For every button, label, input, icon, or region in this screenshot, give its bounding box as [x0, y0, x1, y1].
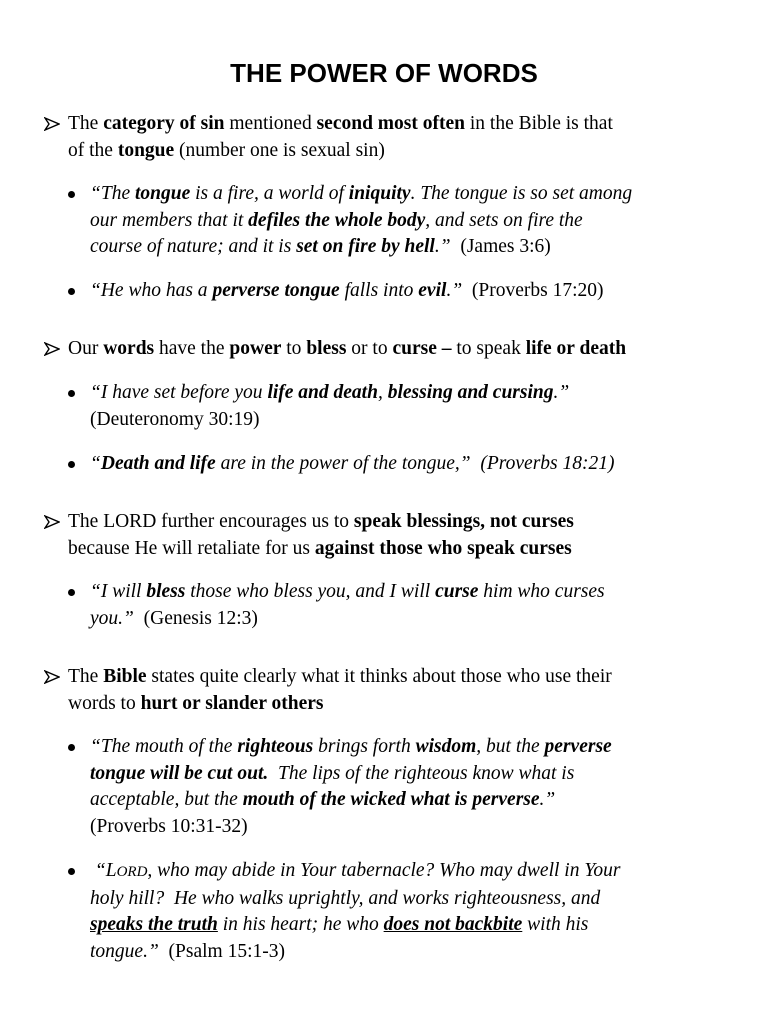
quote-line: [90, 234, 726, 261]
text-run: ORD: [116, 864, 148, 880]
text-run: bless: [306, 338, 347, 359]
paragraph-line: [68, 138, 744, 165]
scripture-reference: (James 3:6): [450, 236, 551, 257]
text-run: righteous: [237, 736, 314, 757]
text-run: “The: [90, 183, 135, 204]
text-run: in his heart; he who: [217, 914, 384, 935]
text-run: “I will: [90, 581, 147, 602]
text-run: falls into: [339, 280, 419, 301]
text-run: does not backbite: [383, 914, 523, 935]
text-run: our members that it: [90, 209, 249, 231]
text-run: .”: [553, 382, 570, 403]
text-run: of the: [68, 139, 118, 161]
text-run: “He who has a: [90, 280, 213, 301]
scripture-reference: (Deuteronomy 30:19): [90, 408, 260, 430]
text-run: curse: [392, 338, 437, 359]
text-run: set on fire by hell: [296, 236, 435, 257]
text-run: life and death: [267, 382, 378, 403]
page-title: THE POWER OF WORDS: [230, 58, 538, 88]
text-run: The LORD further encourages us to: [68, 511, 354, 532]
quote-line: [90, 734, 726, 761]
text-run: curse: [435, 581, 479, 602]
arrow-bullet-icon: [44, 664, 66, 684]
quote-james-3-6: [66, 181, 726, 261]
quote-line: [90, 787, 726, 814]
arrow-bullet-icon: [44, 111, 66, 131]
text-run: tongue: [134, 183, 191, 204]
quote-line: [90, 451, 726, 478]
text-run: evil: [418, 280, 447, 301]
bullet-dot-icon: [68, 589, 75, 596]
text-run: course of nature; and it is: [90, 236, 297, 257]
text-run: are in the power of the tongue,” (Proverbs 18:21): [215, 453, 615, 474]
text-run: .”: [446, 280, 463, 301]
quote-proverbs-17-20: [66, 278, 726, 305]
text-run: to: [281, 338, 307, 359]
text-run: to speak: [451, 338, 526, 359]
paragraph-line: [68, 664, 744, 691]
text-run: (number one is sexual sin): [174, 139, 385, 161]
text-run: The: [68, 666, 104, 687]
text-run: states quite clearly what it thinks about those who use their: [146, 666, 612, 687]
text-run: Our: [68, 338, 104, 359]
scripture-reference: (Psalm 15:1-3): [158, 940, 285, 962]
paragraph-line: [68, 509, 744, 536]
text-run: words: [103, 338, 155, 359]
quote-proverbs-10-31-32: [66, 734, 726, 840]
section-sin-of-tongue: [44, 111, 744, 164]
bullet-dot-icon: [68, 191, 75, 198]
text-run: perverse: [544, 736, 612, 757]
text-run: iniquity: [348, 183, 411, 204]
text-run: have the: [154, 338, 230, 359]
bullet-dot-icon: [68, 390, 75, 397]
text-run: him who curses: [478, 581, 605, 602]
section-hurt-or-slander: [44, 664, 744, 717]
text-run: second most often: [316, 113, 465, 134]
text-run: words to: [68, 692, 141, 714]
section-speak-blessings: [44, 509, 744, 562]
quote-proverbs-18-21: [66, 451, 726, 478]
text-run: bless: [146, 581, 186, 602]
text-run: The: [68, 113, 104, 134]
text-run: because He will retaliate for us: [68, 537, 315, 559]
text-run: life or death: [525, 338, 627, 359]
text-run: hurt or slander others: [140, 692, 324, 714]
quote-line: [90, 912, 726, 939]
quote-line: [90, 939, 726, 966]
arrow-bullet-icon: [44, 336, 66, 356]
bullet-dot-icon: [68, 461, 75, 468]
quote-line: [90, 181, 726, 208]
quote-deuteronomy-30-19: [66, 380, 726, 433]
text-run: .”: [539, 789, 556, 810]
text-run: Death and life: [100, 453, 216, 474]
text-run: tongue.”: [90, 940, 159, 962]
text-run: , who may abide in Your tabernacle? Who may dwell in Your: [147, 860, 621, 881]
text-run: or to: [346, 338, 393, 359]
text-run: “: [90, 453, 101, 474]
paragraph-line: [68, 336, 744, 363]
text-run: mentioned: [224, 113, 317, 134]
text-run: with his: [522, 914, 589, 935]
quote-line: [90, 886, 726, 913]
quote-line: [90, 606, 726, 633]
text-run: ,: [377, 382, 388, 403]
text-run: perverse tongue: [212, 280, 340, 301]
bullet-dot-icon: [68, 868, 75, 875]
text-run: mouth of the wicked what is perverse: [242, 789, 540, 810]
quote-line: [90, 278, 726, 305]
text-run: wisdom: [415, 736, 477, 757]
text-run: , and sets on fire the: [425, 209, 583, 231]
bullet-dot-icon: [68, 744, 75, 751]
text-run: speaks the truth: [90, 914, 218, 935]
text-run: “L: [94, 860, 117, 881]
arrow-bullet-icon: [44, 509, 66, 529]
text-run: .”: [434, 236, 451, 257]
quote-line: [90, 380, 726, 407]
text-run: The lips of the righteous know what is: [268, 762, 575, 784]
paragraph-line: [68, 536, 744, 563]
text-run: tongue: [117, 139, 175, 161]
text-run: you.”: [90, 607, 134, 629]
quote-line: [90, 761, 726, 788]
text-run: “I have set before you: [90, 382, 268, 403]
quote-line: [90, 858, 726, 886]
scripture-reference: (Proverbs 10:31-32): [90, 815, 248, 837]
text-run: tongue will be cut out.: [90, 762, 269, 784]
text-run: speak blessings, not curses: [353, 511, 574, 532]
text-run: . The tongue is so set among: [410, 183, 633, 204]
text-run: is a fire, a world of: [190, 183, 349, 204]
text-run: category of sin: [103, 113, 225, 134]
text-run: blessing and cursing: [387, 382, 554, 403]
text-run: acceptable, but the: [90, 789, 243, 810]
section-power-of-words: [44, 336, 744, 363]
bullet-dot-icon: [68, 288, 75, 295]
scripture-reference: (Proverbs 17:20): [462, 280, 604, 301]
text-run: Bible: [103, 666, 147, 687]
text-run: against those who speak curses: [314, 537, 572, 559]
text-run: in the Bible is that: [465, 113, 613, 134]
text-run: holy hill? He who walks uprightly, and works righteousness, and: [90, 887, 601, 909]
text-run: –: [436, 338, 452, 359]
paragraph-line: [68, 111, 744, 138]
text-run: power: [229, 338, 282, 359]
quote-genesis-12-3: [66, 579, 726, 632]
text-run: “The mouth of the: [90, 736, 238, 757]
quote-line: [90, 208, 726, 235]
text-run: those who bless you, and I will: [185, 581, 436, 602]
quote-psalm-15-1-3: [66, 858, 726, 965]
scripture-reference: (Genesis 12:3): [133, 607, 258, 629]
quote-line: [90, 579, 726, 606]
text-run: brings forth: [313, 736, 416, 757]
text-run: defiles the whole body: [248, 209, 426, 231]
paragraph-line: [68, 691, 744, 718]
text-run: , but the: [476, 736, 545, 757]
